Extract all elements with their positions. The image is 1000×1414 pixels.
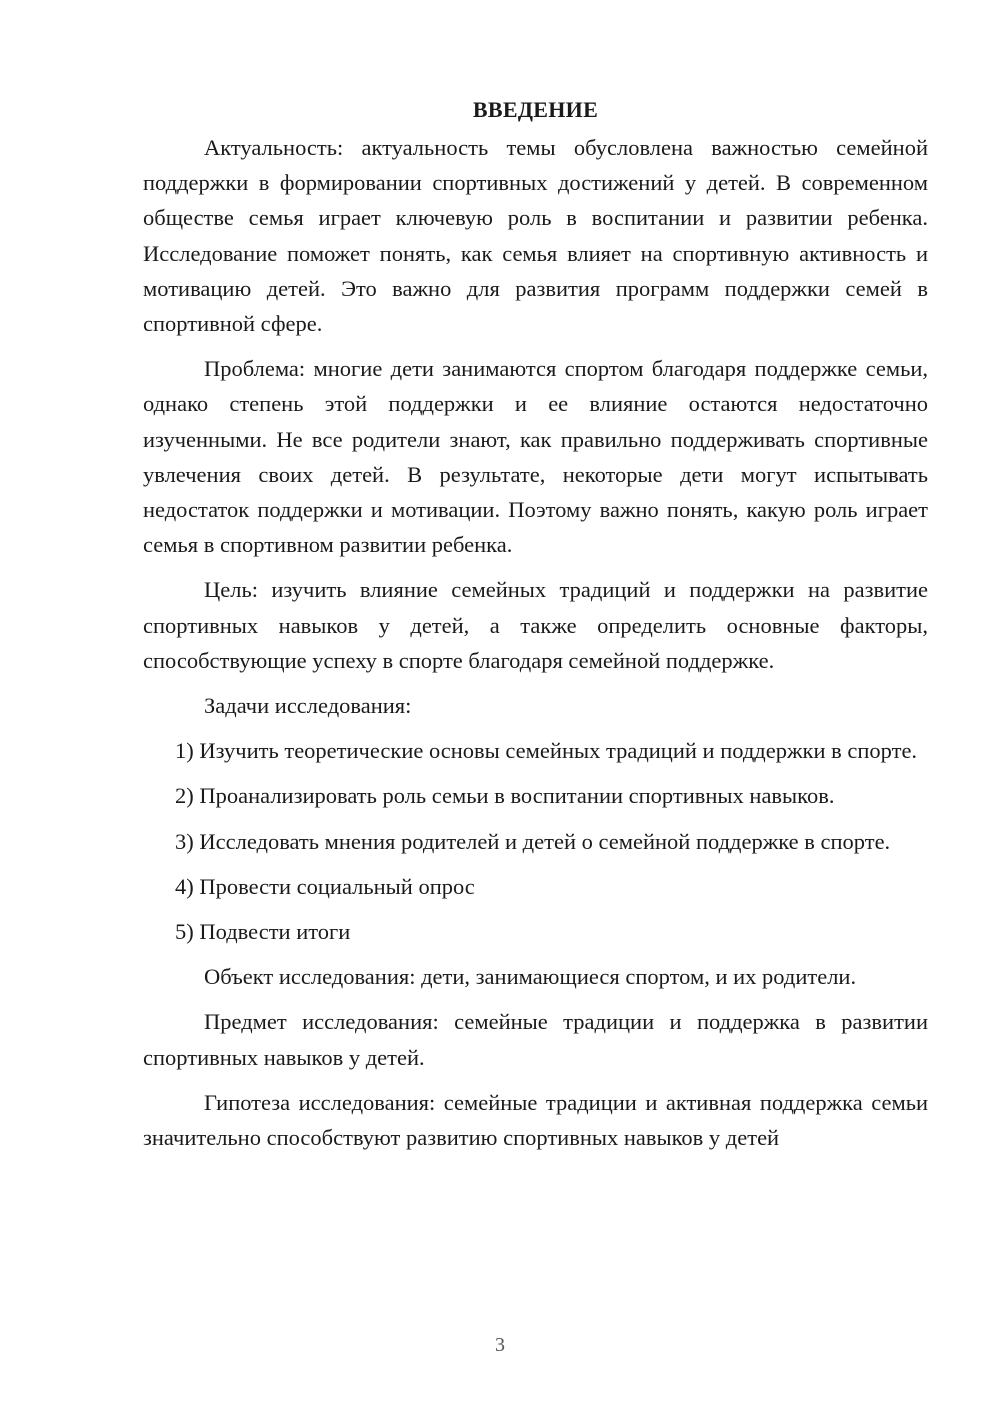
- hypothesis-paragraph: Гипотеза исследования: семейные традиции и активная поддержка семьи значительно способствуют развитию спортивных навыков у детей: [143, 1089, 928, 1151]
- goal-paragraph: Цель: изучить влияние семейных традиций и поддержки на развитие спортивных навыков у детей, а также определить основные факторы, способствующие успеху в спорте благодаря семейной поддержке.: [143, 577, 928, 673]
- subject-paragraph: Предмет исследования: семейные традиции и поддержка в развитии спортивных навыков у детей.: [143, 1009, 928, 1070]
- task-item-1: 1) Изучить теоретические основы семейных традиций и поддержки в спорте.: [175, 738, 918, 764]
- task-item-4: 4) Провести социальный опрос: [175, 873, 475, 899]
- task-item-3: 3) Исследовать мнения родителей и детей о семейной поддержке в спорте.: [175, 828, 891, 854]
- tasks-heading: Задачи исследования:: [204, 693, 412, 719]
- object-paragraph: Объект исследования: дети, занимающиеся спортом, и их родители.: [204, 964, 857, 990]
- document-page: [143, 90, 928, 1165]
- problem-paragraph: Проблема: многие дети занимаются спортом благодаря поддержке семьи, однако степень этой поддержки и ее влияние остаются недостаточно изученными. Не все родители знают, как правильно поддерживать спортивные увлечения своих детей. В результате, некоторые дети могут испытывать недостаток поддержки и мотивации. Поэтому важно понять, какую роль играет семья в спортивном развитии ребенка.: [143, 356, 928, 558]
- section-title: ВВЕДЕНИЕ: [472, 97, 599, 122]
- task-item-5: 5) Подвести итоги: [175, 919, 351, 945]
- page-number: 3: [495, 1334, 505, 1356]
- task-item-2: 2) Проанализировать роль семьи в воспитании спортивных навыков.: [175, 783, 835, 809]
- relevance-paragraph: Актуальность: актуальность темы обусловлена важностью семейной поддержки в формировании спортивных достижений у детей. В современном обществе семья играет ключевую роль в воспитании и развитии ребенка. Исследование поможет понять, как семья влияет на спортивную активность и мотивацию детей. Это важно для развития программ поддержки семей в спортивной сфере.: [143, 135, 928, 337]
